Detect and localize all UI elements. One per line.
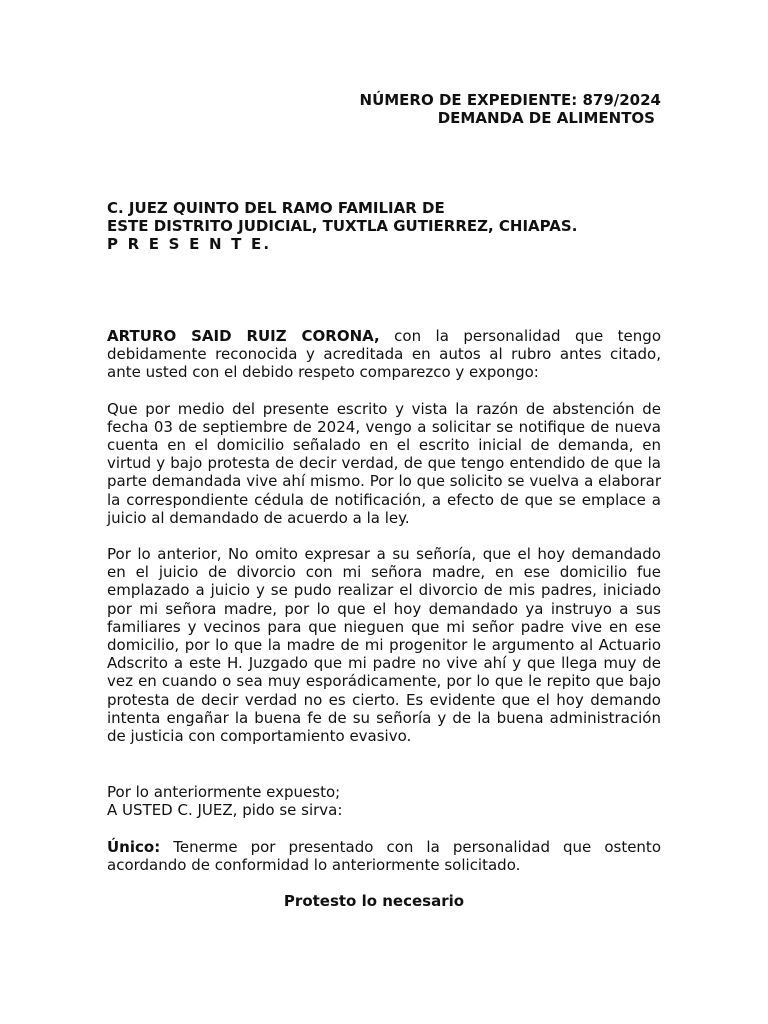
addressee-line-1: C. JUEZ QUINTO DEL RAMO FAMILIAR DE xyxy=(107,199,445,217)
document-header xyxy=(107,91,661,127)
paragraph-background: Por lo anterior, No omito expresar a su señoría, que el hoy demandado en el juicio de divorcio con mi señora madre, en ese domicilio fue emplazado a juicio y se pudo realizar el divorcio de mis padres, iniciado por mi señora madre, por lo que el hoy demandado ya instruyo a sus familiares y vecinos para que nieguen que mi señor padre vive en ese domicilio, por lo que la madre de mi progenitor le argumento al Actuario Adscrito a este H. Juzgado que mi padre no vive ahí y que llega muy de vez en cuando o sea muy esporádicamente, por lo que le repito que bajo protesta de decir verdad no es cierto. Es evidente que el hoy demando intenta engañar la buena fe de su señoría y de la buena administración de justicia con comportamiento evasivo. xyxy=(107,545,661,746)
petitioner-name: ARTURO SAID RUIZ CORONA, xyxy=(107,327,380,345)
intro-text: con la personalidad que tengo debidamente reconocida y acreditada en autos al rubro antes citado, ante usted con el debido respeto comparezco y expongo: xyxy=(107,327,661,382)
unico-paragraph xyxy=(107,838,661,874)
intro-paragraph xyxy=(107,327,661,382)
paragraph-request-notification: Que por medio del presente escrito y vista la razón de abstención de fecha 03 de septiembre de 2024, vengo a solicitar se notifique de nueva cuenta en el domicilio señalado en el escrito inicial de demanda, en virtud y bajo protesta de decir verdad, de que tengo entendido de que la parte demandada vive ahí mismo. Por lo que solicito se vuelva a elaborar la correspondiente cédula de notificación, a efecto de que se emplace a juicio al demandado de acuerdo a la ley. xyxy=(107,399,661,527)
document-body xyxy=(107,327,661,910)
unico-label: Único: xyxy=(107,837,161,856)
unico-text: Tenerme por presentado con la personalidad que ostento acordando de conformidad lo anteriormente solicitado. xyxy=(107,837,661,874)
case-number: NÚMERO DE EXPEDIENTE: 879/2024 xyxy=(359,91,661,109)
addressee-line-2: ESTE DISTRITO JUDICIAL, TUXTLA GUTIERREZ, CHIAPAS. xyxy=(107,217,578,236)
case-type: DEMANDA DE ALIMENTOS xyxy=(437,109,655,128)
addressee-line-3: P R E S E N T E. xyxy=(107,235,272,254)
addressee-block xyxy=(107,199,661,254)
request-line-1: Por lo anteriormente expuesto; xyxy=(107,783,341,802)
closing-formula: Protesto lo necesario xyxy=(283,892,465,911)
request-line-2: A USTED C. JUEZ, pido se sirva: xyxy=(107,801,343,820)
